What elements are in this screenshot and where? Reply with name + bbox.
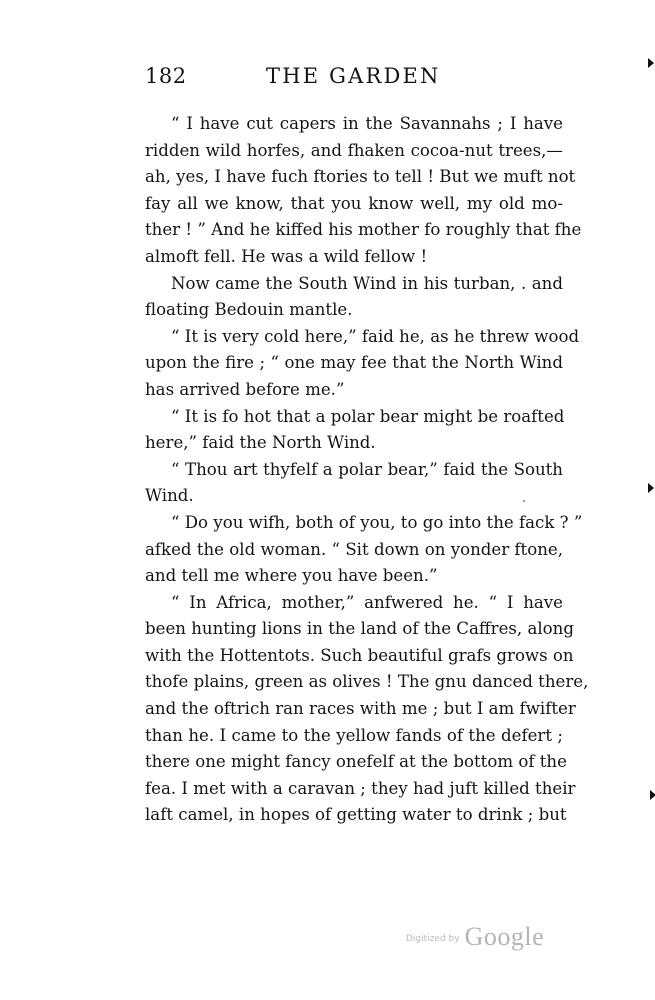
text-line: ridden wild horfes, and fhaken cocoa-nut trees,— xyxy=(145,140,563,160)
text-line: “ Do you wifh, both of you, to go into the fack ? ” xyxy=(171,512,583,532)
text-line: thofe plains, green as olives ! The gnu danced there, xyxy=(145,672,589,692)
scan-edge-mark xyxy=(648,58,654,68)
text-line: almoft fell. He was a wild fellow ! xyxy=(145,246,428,266)
text-line: ah, yes, I have fuch ftories to tell ! But we muft not xyxy=(145,167,576,187)
scan-edge-mark xyxy=(650,790,655,800)
body-text xyxy=(145,111,589,829)
text-line: Wind. xyxy=(145,486,194,506)
google-logo-text: Google xyxy=(464,922,545,951)
text-line: floating Bedouin mantle. xyxy=(145,300,353,320)
text-line: afked the old woman. “ Sit down on yonder ftone, xyxy=(145,539,563,559)
text-line: been hunting lions in the land of the Caffres, along xyxy=(145,619,574,639)
text-line: “ It is very cold here,” faid he, as he threw wood xyxy=(171,326,580,346)
text-line: fay all we know, that you know well, my old mo- xyxy=(145,193,563,213)
scan-speck xyxy=(523,500,525,502)
text-line: ther ! ” And he kiffed his mother fo roughly that fhe xyxy=(145,220,582,240)
google-watermark xyxy=(406,922,544,962)
text-line: than he. I came to the yellow fands of the defert ; xyxy=(145,725,563,745)
scan-edge-mark xyxy=(648,483,654,493)
text-line: fea. I met with a caravan ; they had juft killed their xyxy=(145,778,576,798)
text-line: Now came the South Wind in his turban, . and xyxy=(171,273,563,293)
text-line: has arrived before me.” xyxy=(145,379,345,399)
text-line: here,” faid the North Wind. xyxy=(145,433,376,453)
text-line: and the oftrich ran races with me ; but I am fwifter xyxy=(145,699,576,719)
running-title: THE GARDEN xyxy=(266,64,441,88)
text-line: “ Thou art thyfelf a polar bear,” faid the South xyxy=(171,459,563,479)
text-line: “ I have cut capers in the Savannahs ; I have xyxy=(171,114,563,133)
text-line: with the Hottentots. Such beautiful grafs grows on xyxy=(145,645,574,665)
text-line: there one might fancy onefelf at the bottom of the xyxy=(145,752,567,772)
text-line: “ It is fo hot that a polar bear might be roafted xyxy=(171,406,565,426)
text-line: laft camel, in hopes of getting water to drink ; but xyxy=(145,805,567,825)
page-header xyxy=(145,64,565,96)
text-line: “ In Africa, mother,” anfwered he. “ I have xyxy=(171,592,563,612)
page-number: 182 xyxy=(145,64,187,88)
digitized-by-label: Digitized by xyxy=(406,934,460,944)
text-line: and tell me where you have been.” xyxy=(145,566,438,586)
text-line: upon the fire ; “ one may fee that the North Wind xyxy=(145,353,563,373)
